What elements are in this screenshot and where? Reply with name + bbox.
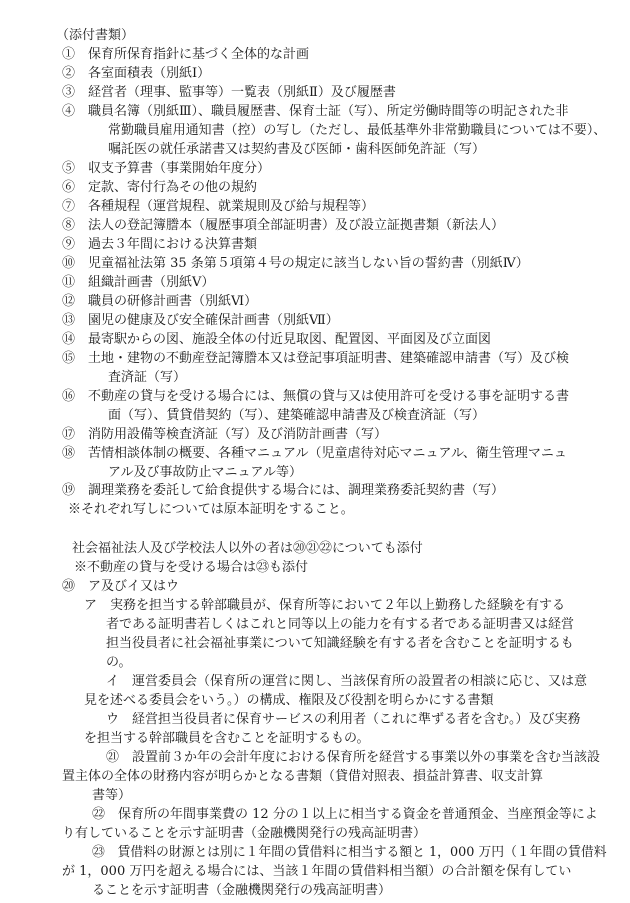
doc-line: ⑳ ア及びイ又はウ — [62, 579, 180, 595]
doc-line: り有していることを示す証明書（金融機関発行の残高証明書） — [62, 826, 427, 842]
doc-line: 置主体の全体の財務内容が明らかとなる書類（貸借対照表、損益計算書、収支計算 — [62, 769, 544, 785]
doc-line: ⑨ 過去３年間における決算書類 — [62, 236, 258, 252]
doc-line: ることを示す証明書（金融機関発行の残高証明書） — [92, 883, 392, 899]
doc-line: ア 実務を担当する幹部職員が、保育所等において２年以上勤務した経験を有する — [84, 598, 566, 614]
doc-line: が 1，000 万円を超える場合には、当該１年間の賃借料相当額）の合計額を保有してい — [62, 864, 572, 880]
doc-line: ※それぞれ写しについては原本証明をすること。 — [68, 502, 354, 518]
doc-line: 社会福祉法人及び学校法人以外の者は⑳㉑㉒についても添付 — [72, 541, 423, 557]
doc-line: ㉑ 設置前３か年の会計年度における保育所を経営する事業以外の事業を含む当該設 — [106, 750, 601, 766]
doc-line: ⑫ 職員の研修計画書（別紙Ⅵ） — [62, 293, 258, 309]
doc-line: ⑱ 苦情相談体制の概要、各種マニュアル（児童虐待対応マニュアル、衛生管理マニュ — [62, 445, 567, 461]
doc-line: （添付書類） — [56, 28, 135, 43]
doc-line: 常勤職員雇用通知書（控）の写し（ただし、最低基準外非常勤職員については不要）、 — [108, 122, 607, 138]
doc-line: イ 運営委員会（保育所の運営に関し、当該保育所の設置者の相談に応じ、又は意 — [106, 674, 588, 690]
doc-line: 査済証（写） — [108, 369, 187, 385]
doc-line: ⑲ 調理業務を委託して給食提供する場合には、調理業務委託契約書（写） — [62, 483, 505, 499]
doc-line: ⑤ 収支予算書（事業開始年度分） — [62, 160, 271, 176]
doc-line: 者である証明書若しくはこれと同等以上の能力を有する者である証明書又は経営 — [106, 617, 575, 633]
doc-line: ⑩ 児童福祉法第 35 条第５項第４号の規定に該当しない旨の誓約書（別紙Ⅳ） — [62, 255, 529, 271]
doc-line: ④ 職員名簿（別紙Ⅲ）、職員履歴書、保育士証（写）、所定労働時間等の明記された非 — [62, 103, 569, 119]
doc-line: ⑧ 法人の登記簿謄本（履歴事項全部証明書）及び設立証拠書類（新法人） — [62, 217, 505, 233]
doc-line: 嘱託医の就任承諾書又は契約書及び医師・歯科医師免許証（写） — [108, 141, 486, 157]
doc-line: 面（写）、賃貸借契約（写）、建築確認申請書及び検査済証（写） — [108, 407, 486, 423]
doc-line: ⑦ 各種規程（運営規程、就業規則及び給与規程等） — [62, 198, 375, 214]
doc-line: ウ 経営担当役員者に保育サービスの利用者（これに準ずる者を含む。）及び実務 — [106, 712, 581, 728]
doc-line: アル及び事故防止マニュアル等） — [108, 464, 302, 480]
doc-line: 担当役員者に社会福祉事業について知識経験を有する者を含むことを証明するも — [106, 636, 574, 652]
doc-line: ⑬ 園児の健康及び安全確保計画書（別紙Ⅶ） — [62, 312, 339, 328]
doc-line: の。 — [106, 655, 132, 671]
doc-line: ⑯ 不動産の貸与を受ける場合には、無償の貸与又は使用許可を受ける事を証明する書 — [62, 388, 570, 404]
doc-line: ② 各室面積表（別紙Ⅰ） — [62, 65, 211, 81]
doc-line: ㉒ 保育所の年間事業費の 12 分の１以上に相当する資金を普通預金、当座預金等によ — [92, 807, 598, 823]
doc-line: ⑥ 定款、寄付行為その他の規約 — [62, 179, 258, 195]
doc-line: ① 保育所保育指針に基づく全体的な計画 — [62, 46, 310, 62]
doc-line: ⑭ 最寄駅からの図、施設全体の付近見取図、配置図、平面図及び立面図 — [62, 331, 492, 347]
doc-line: ⑮ 土地・建物の不動産登記簿謄本又は登記事項証明書、建築確認申請書（写）及び検 — [62, 350, 570, 366]
doc-line: ※不動産の貸与を受ける場合は㉓も添付 — [74, 560, 309, 576]
doc-line: ㉓ 賃借料の財源とは別に１年間の賃借料に相当する額と 1，000 万円（１年間の賃借料 — [92, 845, 607, 861]
doc-line: ③ 経営者（理事、監事等）一覧表（別紙Ⅱ）及び履歴書 — [62, 84, 396, 100]
doc-line: を担当する幹部職員を含むことを証明するもの。 — [84, 731, 370, 747]
doc-line: ⑪ 組織計画書（別紙Ⅴ） — [62, 274, 215, 290]
doc-line: ⑰ 消防用設備等検査済証（写）及び消防計画書（写） — [62, 426, 388, 442]
doc-line: 書等） — [92, 788, 132, 804]
doc-line: 見を述べる委員会をいう。）の構成、権限及び役割を明らかにする書類 — [84, 693, 494, 709]
